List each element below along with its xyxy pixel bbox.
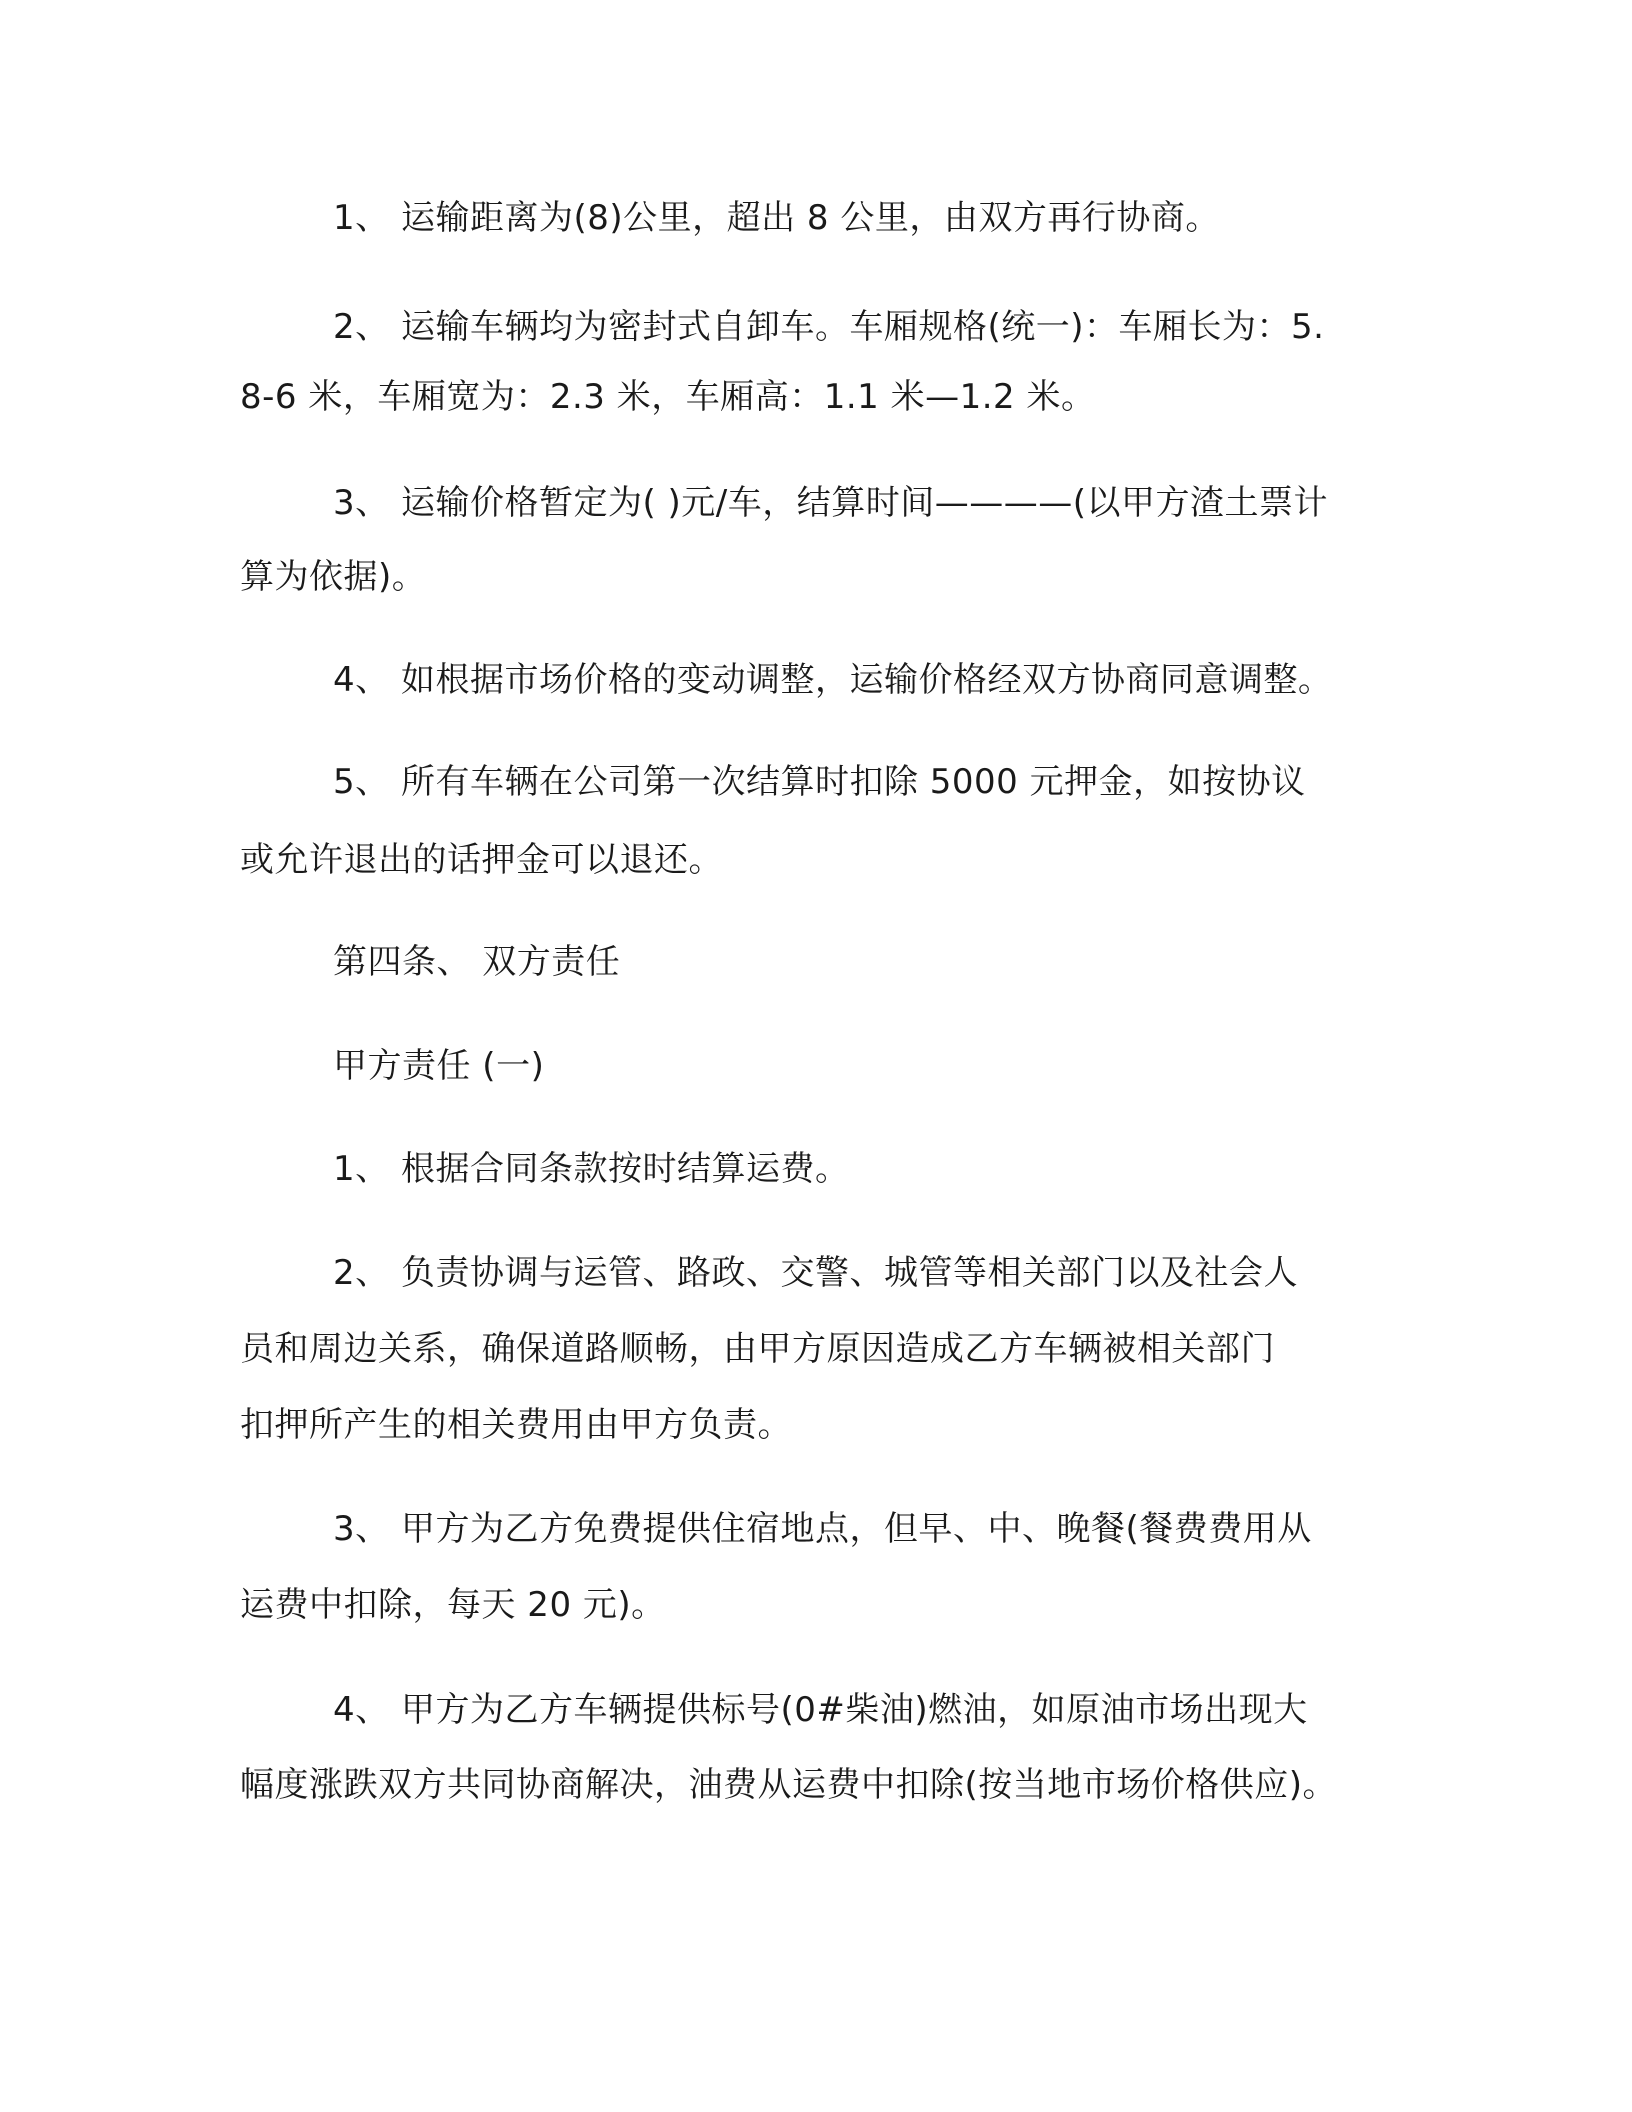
party-a-item-2-line-3: 扣押所产生的相关费用由甲方负责。 [240,1405,792,1445]
party-a-item-2-line-1: 2、 负责协调与运管、路政、交警、城管等相关部门以及社会人 [333,1253,1298,1293]
clause-3-item-5-line-2: 或允许退出的话押金可以退还。 [240,840,723,880]
party-a-item-2-line-2: 员和周边关系，确保道路顺畅，由甲方原因造成乙方车辆被相关部门 [240,1329,1275,1369]
clause-3-item-3-line-1: 3、 运输价格暂定为( )元/车，结算时间————(以甲方渣土票计 [333,483,1328,523]
party-a-item-3-line-1: 3、 甲方为乙方免费提供住宿地点，但早、中、晚餐(餐费费用从 [333,1509,1312,1549]
clause-3-item-2-line-2: 8-6 米，车厢宽为：2.3 米，车厢高：1.1 米—1.2 米。 [240,377,1096,417]
clause-3-item-5-line-1: 5、 所有车辆在公司第一次结算时扣除 5000 元押金，如按协议 [333,762,1306,802]
clause-3-item-1: 1、 运输距离为(8)公里，超出 8 公里，由双方再行协商。 [333,198,1220,238]
clause-3-item-3-line-2: 算为依据)。 [240,557,427,597]
section-heading-clause-4: 第四条、 双方责任 [333,942,621,982]
party-a-item-4-line-2: 幅度涨跌双方共同协商解决，油费从运费中扣除(按当地市场价格供应)。 [240,1765,1338,1805]
clause-3-item-2-line-1: 2、 运输车辆均为密封式自卸车。车厢规格(统一)：车厢长为：5. [333,307,1325,347]
clause-3-item-4: 4、 如根据市场价格的变动调整，运输价格经双方协商同意调整。 [333,660,1333,700]
party-a-item-3-line-2: 运费中扣除，每天 20 元)。 [240,1585,666,1625]
party-a-item-1: 1、 根据合同条款按时结算运费。 [333,1149,850,1189]
subsection-heading-party-a: 甲方责任 (一) [333,1046,545,1086]
party-a-item-4-line-1: 4、 甲方为乙方车辆提供标号(0#柴油)燃油，如原油市场出现大 [333,1690,1308,1730]
